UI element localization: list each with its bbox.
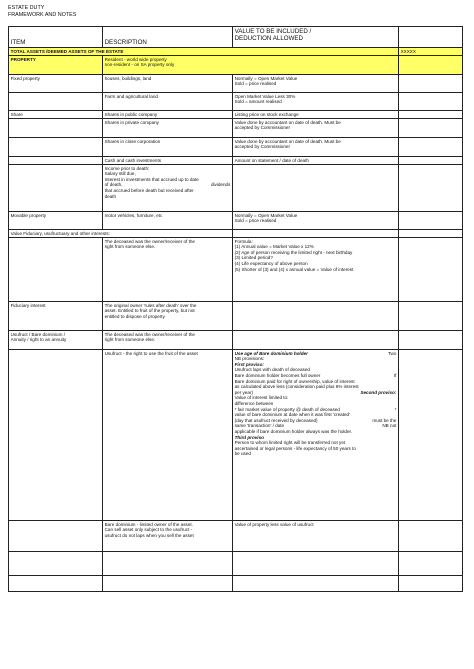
share-cc-desc: Shares in close corporation xyxy=(103,138,233,157)
second-proviso-line7: applicable if bare dominium holder always was the holder. xyxy=(234,428,353,434)
first-proviso-line1: Usufruct laps with death of deceased xyxy=(234,367,310,373)
formula-desc xyxy=(103,238,233,302)
formula-desc-line2: right from someone else. xyxy=(104,244,156,250)
fixed-property-value xyxy=(233,75,399,93)
farm-land-desc: Farm and agricultural land xyxy=(103,93,233,111)
farm-value-line1: Open Market Value Less 30% xyxy=(234,93,296,99)
bare-dominium-desc xyxy=(103,521,233,552)
cash-desc: Cash and cash investments xyxy=(103,157,233,165)
income-line6: death xyxy=(104,193,117,199)
bare-dominium-value: Value of property less value of usufruct xyxy=(233,521,399,552)
second-proviso-line6: same 'transaction' / date xyxy=(234,423,285,429)
usufruct-detail-desc: Usufruct - the right to use the fruit of the asset xyxy=(103,350,233,521)
fixed-property-desc: houses, buildings, land xyxy=(103,75,233,93)
formula-label: Formula: xyxy=(234,238,253,244)
income-line1: Income prior to death: xyxy=(104,165,150,171)
usufruct-item xyxy=(9,331,103,350)
formula-desc-line1: The deceased was the owner/receiver of the xyxy=(104,238,195,244)
first-proviso-if: If xyxy=(393,372,397,378)
share-cc-value-line1: Value done by accountant on date of death. Must be xyxy=(234,138,341,144)
first-proviso-line4: as calculated above less (consideration paid plus 6% interest xyxy=(234,384,359,390)
second-proviso-star: * xyxy=(394,406,397,412)
second-proviso-label: Second proviso: xyxy=(360,389,397,395)
share-cc-row xyxy=(9,138,463,157)
movable-property-row xyxy=(9,212,463,230)
movable-desc: motor vehicles, furniture, etc xyxy=(103,212,233,230)
share-private-desc: Shares in private company xyxy=(103,119,233,138)
first-proviso-label: First proviso: xyxy=(234,361,264,367)
formula-step1: (1) Annual value = Market Value x 12% xyxy=(234,244,314,250)
share-cc-value-line2: accepted by Commissioner xyxy=(234,144,290,150)
usufruct-row xyxy=(9,331,463,350)
third-proviso-line2: ascertained or legal persons - life expectancy of 50 years to xyxy=(234,445,356,451)
fixed-value-line1: Normally = Open Market Value xyxy=(234,75,298,81)
header-value-line1: VALUE TO BE INCLUDED / xyxy=(234,27,312,35)
farm-value-line2: Sold = amount realised xyxy=(234,99,282,105)
income-line3: Interest in investments that accrued up to date xyxy=(104,176,199,182)
income-line2: Salary still due, xyxy=(104,171,136,177)
property-desc-nonresident: non-resident - on SA property only xyxy=(104,62,175,68)
income-prior-row xyxy=(9,165,463,212)
second-proviso-line4: value of bare dominium at date when it was first 'created' xyxy=(234,412,350,418)
farm-land-value xyxy=(233,93,399,111)
usufruct-item-line2: Annuity / right to an annuity xyxy=(10,337,67,343)
farm-land-row xyxy=(9,93,463,111)
usufruct-desc-line1: The deceased was the owner/receiver of the xyxy=(104,331,195,337)
header-blank xyxy=(399,27,463,48)
income-line4b: dividends xyxy=(210,182,231,188)
bare-desc-line1: Bare dominium - limited owner of the asset. xyxy=(104,521,193,527)
fixed-property-item: Fixed property xyxy=(9,75,103,93)
fiduciary-interest-desc xyxy=(103,302,233,331)
share-public-row xyxy=(9,111,463,119)
total-assets-amount: XXXXX xyxy=(399,48,463,56)
bare-dominium-row xyxy=(9,521,463,552)
formula-step4: (4) Life expectancy of above person xyxy=(234,260,308,266)
share-private-value-line1: Value done by accountant on date of death. Must be xyxy=(234,119,341,125)
estate-duty-table xyxy=(8,26,463,592)
empty-row xyxy=(9,576,463,592)
column-header-row xyxy=(9,27,463,48)
total-assets-label: TOTAL ASSETS /DEEMED ASSETS OF THE ESTATE xyxy=(9,48,399,56)
fiduciary-desc-line1: The original owner 'rules after death' over the xyxy=(104,302,197,308)
fixed-value-line2: Sold = price realised xyxy=(234,81,277,87)
second-proviso-line2: difference between xyxy=(234,400,274,406)
usufruct-row-desc xyxy=(103,331,233,350)
fiduciary-heading: Value Fiduciary, usufructuary and other interests: xyxy=(9,230,233,238)
fiduciary-heading-row xyxy=(9,230,463,238)
empty-row xyxy=(9,552,463,576)
formula-step3: (3) Limited period? xyxy=(234,255,273,261)
share-cc-value xyxy=(233,138,399,157)
property-desc-resident: Resident - world wide property xyxy=(104,56,167,62)
movable-value-line1: Normally = Open Market Value xyxy=(234,212,298,218)
document-subtitle: FRAMEWORK AND NOTES xyxy=(8,12,77,18)
share-item: Share xyxy=(9,111,103,119)
property-item: PROPERTY xyxy=(9,56,103,75)
share-public-value: Listing price on stock exchange xyxy=(233,111,399,119)
bare-desc-line2: Can sell asset only subject to the usufruct - xyxy=(104,527,193,533)
movable-value-line2: Sold = price realised xyxy=(234,218,277,224)
first-proviso-line5: per year) xyxy=(234,389,253,395)
property-description xyxy=(103,56,399,75)
second-proviso-line1: Value of interest limited to: xyxy=(234,395,289,401)
third-proviso-line1: Person to whom limited right will be transferred not yet xyxy=(234,440,346,446)
share-private-value-line2: accepted by Commissioner xyxy=(234,125,290,131)
third-proviso-line3: be used xyxy=(234,451,251,457)
formula-value xyxy=(233,238,399,302)
second-proviso-nb: NB not xyxy=(382,423,397,429)
formula-row xyxy=(9,238,463,302)
share-private-value xyxy=(233,119,399,138)
formula-step5: (5) Shorter of (3) and (4) x annual value = Value of interest xyxy=(234,266,354,272)
fiduciary-desc-line2: asset. Entitled to fruit of the property, but not xyxy=(104,308,195,314)
document-title: ESTATE DUTY xyxy=(8,5,45,11)
header-value xyxy=(233,27,399,48)
cash-row xyxy=(9,157,463,165)
usufruct-detail-value xyxy=(233,350,399,521)
first-proviso-line3: Bare dominium paid for right of ownership, value of interest xyxy=(234,378,355,384)
usufruct-desc-line2: right from someone else. xyxy=(104,337,156,343)
fiduciary-interest-row xyxy=(9,302,463,331)
usufruct-two: Two xyxy=(387,350,397,356)
second-proviso-line5: (day that usufruct received by deceased) xyxy=(234,417,318,423)
share-private-row xyxy=(9,119,463,138)
fiduciary-interest-item: Fiduciary interest xyxy=(9,302,103,331)
cash-value: Amount on statement / date of death xyxy=(233,157,399,165)
movable-value xyxy=(233,212,399,230)
third-proviso-label: Third proviso xyxy=(234,434,264,440)
income-line4a: of death, xyxy=(104,182,123,188)
fiduciary-desc-line3: entitled to dispose of property xyxy=(104,313,165,319)
income-prior-desc xyxy=(103,165,233,212)
second-proviso-must: must be the xyxy=(372,417,397,423)
formula-step2: (2) Age of person receiving the limited right - next birthday xyxy=(234,249,353,255)
property-blank xyxy=(399,56,463,75)
header-value-line2: DEDUCTION ALLOWED xyxy=(234,34,304,42)
first-proviso-line2: Bare dominium holder becomes full owner xyxy=(234,372,321,378)
usufruct-age-heading: Use age of Bare dominium holder xyxy=(234,350,308,356)
fixed-property-row xyxy=(9,75,463,93)
usufruct-item-line1: Usufruct / Bare dominium / xyxy=(10,331,65,337)
second-proviso-line3: * fair market value of property @ death of deceased xyxy=(234,406,340,412)
property-row xyxy=(9,56,463,75)
nb-provisions: NB provisions: xyxy=(234,356,265,362)
total-assets-row xyxy=(9,48,463,56)
movable-item: Movable property xyxy=(9,212,103,230)
income-line5: that accrued before death but received after xyxy=(104,187,194,193)
bare-desc-line3: usufruct do not laps when you sell the asset xyxy=(104,532,194,538)
share-public-desc: Shares in public company xyxy=(103,111,233,119)
usufruct-detail-row xyxy=(9,350,463,521)
header-description: DESCRIPTION xyxy=(103,27,233,48)
header-item: ITEM xyxy=(9,27,103,48)
